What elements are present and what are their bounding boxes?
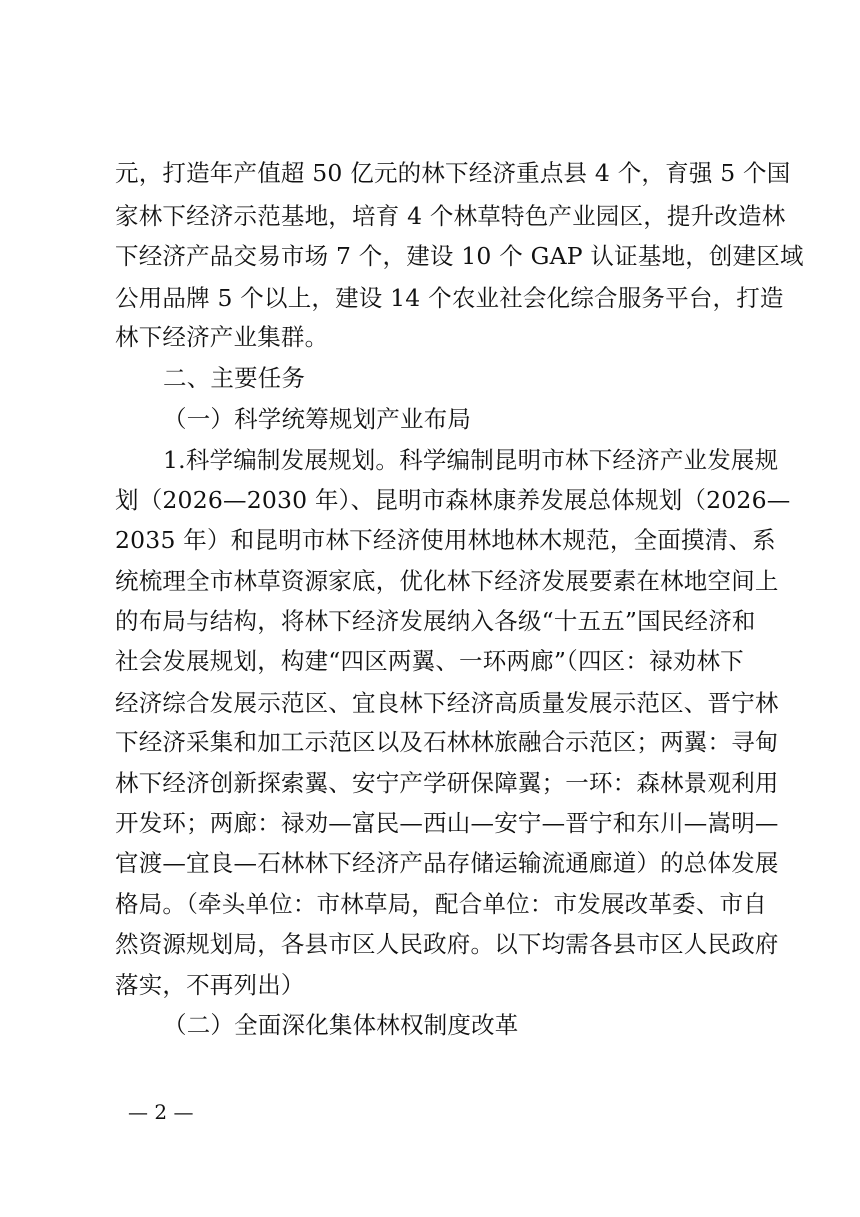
text-line: 林下经济创新探索翼、安宁产学研保障翼；一环：森林景观利用 [115,769,779,797]
text-line: 开发环；两廊：禄劝—富民—西山—安宁—晋宁和东川—嵩明— [115,809,779,837]
text-line: 元，打造年产值超 50 亿元的林下经济重点县 4 个，育强 5 个国 [115,159,791,187]
text-line: 划（2026—2030 年）、昆明市森林康养发展总体规划（2026— [115,486,791,514]
text-line: 的布局与结构，将林下经济发展纳入各级“十五五”国民经济和 [115,607,756,635]
text-line: 格局。（牵头单位：市林草局，配合单位：市发展改革委、市自 [115,890,767,918]
text-line: 社会发展规划，构建“四区两翼、一环两廊”（四区：禄劝林下 [115,647,744,675]
text-line: 经济综合发展示范区、宜良林下经济高质量发展示范区、晋宁林 [115,689,779,717]
text-line: 统梳理全市林草资源家底，优化林下经济发展要素在林地空间上 [115,567,779,595]
subsection-heading: （二）全面深化集体林权制度改革 [163,1011,519,1039]
text-line: 下经济产品交易市场 7 个，建设 10 个 GAP 认证基地，创建区域 [115,242,804,270]
text-line: 落实，不再列出） [115,971,305,999]
text-line: 公用品牌 5 个以上，建设 14 个农业社会化综合服务平台，打造 [115,284,784,312]
text-line: 1.科学编制发展规划。科学编制昆明市林下经济产业发展规 [163,446,779,474]
text-line: 然资源规划局，各县市区人民政府。以下均需各县市区人民政府 [115,930,779,958]
page-number: — 2 — [128,1100,194,1124]
text-line: 下经济采集和加工示范区以及石林林旅融合示范区；两翼：寻甸 [115,728,779,756]
section-heading: 二、主要任务 [163,364,306,392]
text-line: 家林下经济示范基地，培育 4 个林草特色产业园区，提升改造林 [115,202,786,230]
subsection-heading: （一）科学统筹规划产业布局 [163,405,472,433]
text-line: 官渡—宜良—石林林下经济产品存储运输流通廊道）的总体发展 [115,849,779,877]
text-line: 林下经济产业集群。 [115,323,329,351]
text-line: 2035 年）和昆明市林下经济使用林地林木规范，全面摸清、系 [115,526,776,554]
